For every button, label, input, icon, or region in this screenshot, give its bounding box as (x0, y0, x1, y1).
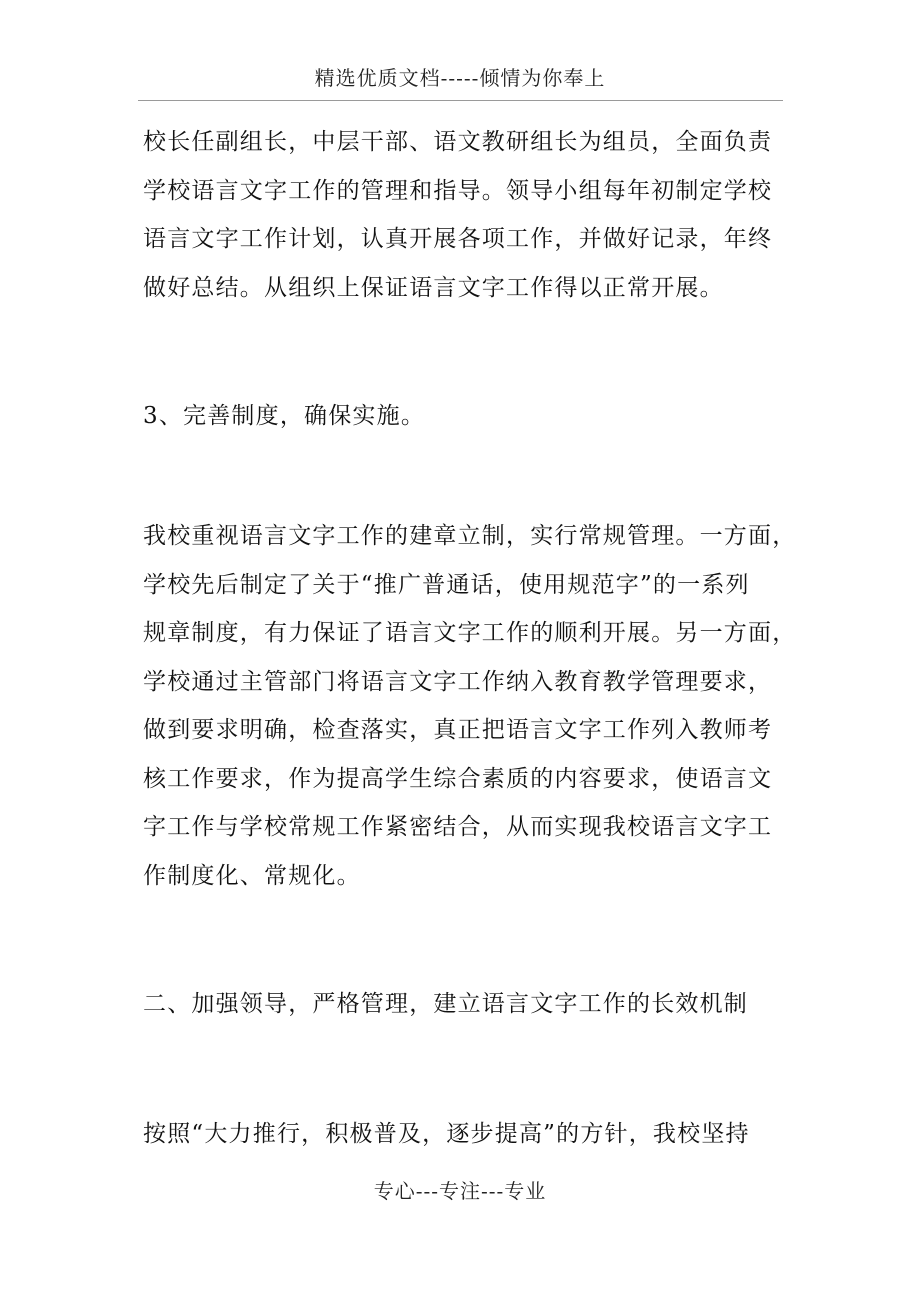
text-line: 字工作与学校常规工作紧密结合，从而实现我校语言文字工 (143, 814, 773, 840)
text-line: 做好总结。从组织上保证语言文字工作得以正常开展。 (143, 274, 724, 301)
text-line: 按照“大力推行，积极普及，逐步提高”的方针，我校坚持 (143, 1121, 750, 1147)
text-line: 语言文字工作计划，认真开展各项工作，并做好记录，年终 (143, 226, 773, 252)
heading-text: 3、完善制度，确保实施。 (143, 403, 426, 429)
page-header: 精选优质文档-----倾情为你奉上 (314, 66, 606, 90)
text-line: 我校重视语言文字工作的建章立制，实行常规管理。一方面， (143, 523, 797, 549)
text-line: 作制度化、常规化。 (143, 862, 361, 889)
text-line: 核工作要求，作为提高学生综合素质的内容要求，使语言文 (143, 765, 773, 792)
text-line: 学校语言文字工作的管理和指导。领导小组每年初制定学校 (143, 177, 773, 204)
section-heading-3 (143, 392, 788, 441)
header-divider (138, 100, 783, 101)
section-heading-2 (143, 980, 788, 1029)
paragraph-system-building (143, 512, 797, 900)
text-line: 学校通过主管部门将语言文字工作纳入教育教学管理要求， (143, 668, 773, 695)
text-line: 学校先后制定了关于“推广普通话，使用规范字”的一系列 (143, 571, 750, 598)
heading-text: 二、加强领导，严格管理，建立语言文字工作的长效机制 (143, 991, 748, 1017)
paragraph-leadership-group (143, 118, 788, 312)
text-line: 规章制度，有力保证了语言文字工作的顺利开展。另一方面， (143, 620, 797, 646)
paragraph-policy (143, 1110, 788, 1159)
text-line: 做到要求明确，检查落实，真正把语言文字工作列入教师考 (143, 717, 773, 743)
page-footer: 专心---专注---专业 (373, 1179, 547, 1203)
text-line: 校长任副组长，中层干部、语文教研组长为组员，全面负责 (143, 129, 773, 155)
